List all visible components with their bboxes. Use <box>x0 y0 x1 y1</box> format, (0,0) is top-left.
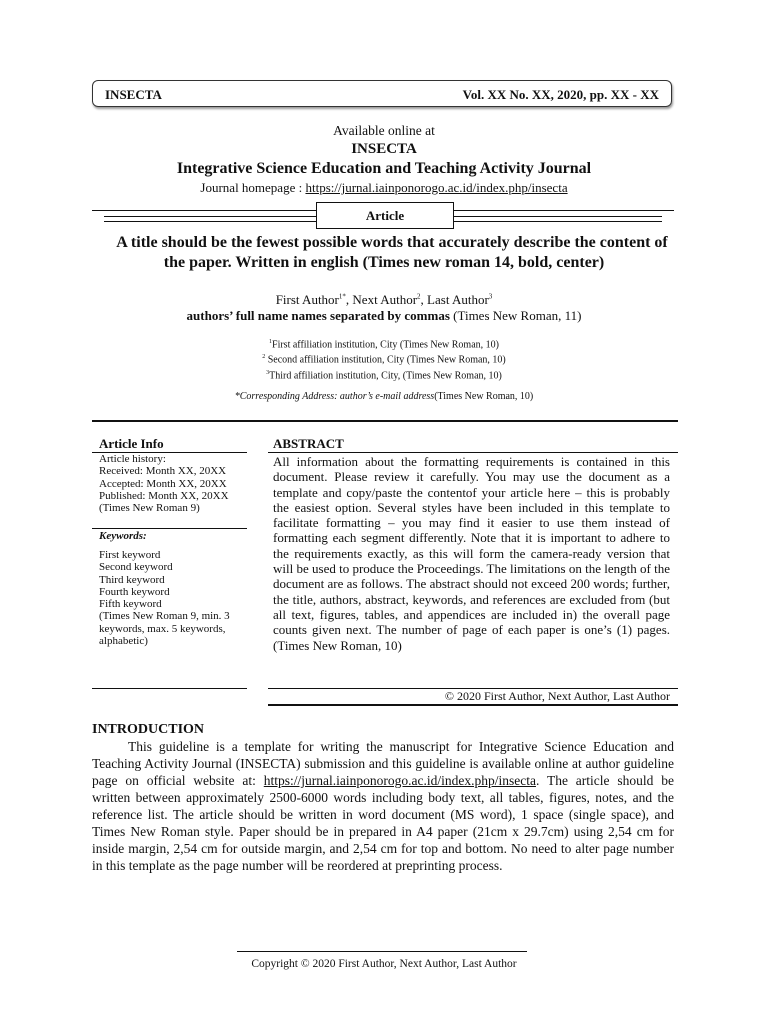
article-type-label: Article <box>316 202 454 229</box>
affiliations <box>0 336 768 382</box>
info-rule <box>92 688 247 689</box>
abstract-copyright: © 2020 First Author, Next Author, Last Author <box>444 689 670 703</box>
homepage-link[interactable]: https://jurnal.iainponorogo.ac.id/index.php/insecta <box>305 180 568 195</box>
author-note-rest: (Times New Roman, 11) <box>449 308 582 323</box>
journal-homepage <box>0 180 768 196</box>
journal-full-name: Integrative Science Education and Teaching Activity Journal <box>176 160 592 177</box>
footer-copyright: Copyright © 2020 First Author, Next Author, Last Author <box>251 958 517 970</box>
introduction-paragraph <box>92 738 674 874</box>
footer-rule <box>237 951 527 952</box>
abstract-rule <box>268 452 678 453</box>
author-list <box>0 292 768 308</box>
available-online: Available online at <box>333 123 435 138</box>
header-volume: Vol. XX No. XX, 2020, pp. XX - XX <box>462 87 659 102</box>
abstract-heading: ABSTRACT <box>273 436 344 451</box>
corresponding-italic: *Corresponding Address: author’s e-mail address <box>234 391 435 402</box>
history-note: (Times New Roman 9) <box>99 502 200 515</box>
author-1-sup: 1* <box>338 292 346 301</box>
journal-name: INSECTA <box>351 141 417 157</box>
history-accepted: Accepted: Month XX, 20XX <box>99 477 227 490</box>
paper-title <box>92 233 676 273</box>
author-note <box>0 308 768 324</box>
running-header <box>92 80 672 107</box>
author-2-sup: 2 <box>417 292 421 301</box>
author-3-sup: 3 <box>488 292 493 301</box>
author-2: , Next Author <box>345 292 418 307</box>
author-1: First Author <box>275 292 339 307</box>
abstract-rule <box>268 704 678 706</box>
intro-text-1: This guideline is a template for writing the manuscript for Integrative Science Education and Teaching Activity Journal (INSECTA) submission and this guideline is available online at author guideline page on official website at: <box>92 739 674 788</box>
affiliation-3: $^3$Third affiliation institution, City, (Times New Roman, 10) <box>266 369 502 381</box>
author-note-bold: authors’ full name names separated by commas <box>186 308 450 323</box>
keyword-note: (Times New Roman 9, min. 3 keywords, max. 5 keywords, alphabetic) <box>99 610 230 648</box>
keywords-list <box>99 549 247 647</box>
history-published: Published: Month XX, 20XX <box>99 489 229 502</box>
keyword-item: Second keyword <box>99 561 173 574</box>
abstract-text: All information about the formatting requirements is contained in this document. Please review it carefully. You may use the document as a template and copy/paste the contentof your article here – this is probably the easiest option. Several styles have been included in this template to facilitate formatting – you may find it easier to use them instead of formatting each segment differently. Note that it is important to adhere to the requirements exactly, as this will form the camera-ready version that will be used to produce the Proceedings. The limitations on the length of the document are as follows. The abstract should not exceed 200 words; further, the title, authors, abstract, keywords, and references are excluded from (but all text, figures, tables, and appendices are included in) the overall page counts given next. The number of page of each paper is one’s (1) pages. (Times New Roman, 10) <box>273 454 670 653</box>
corresponding-rest: (Times New Roman, 10) <box>434 391 534 402</box>
homepage-label: Journal homepage : <box>200 180 306 195</box>
intro-link[interactable]: https://jurnal.iainponorogo.ac.id/index.php/insecta <box>263 773 536 788</box>
history-received: Received: Month XX, 20XX <box>99 465 227 478</box>
header-journal: INSECTA <box>105 87 162 102</box>
affiliation-2: $^2$ Second affiliation institution, City (Times New Roman, 10) <box>262 354 506 366</box>
keyword-item: Fourth keyword <box>99 585 170 598</box>
article-info-heading: Article Info <box>99 436 164 451</box>
affiliation-1: $^1$First affiliation institution, City (Times New Roman, 10) <box>269 339 499 351</box>
corresponding-address <box>0 391 768 402</box>
introduction-heading: INTRODUCTION <box>92 722 205 737</box>
history-label: Article history: <box>99 453 166 465</box>
section-rule <box>92 420 678 422</box>
author-3: , Last Author <box>420 292 489 307</box>
keyword-item: Fifth keyword <box>99 598 162 611</box>
info-rule <box>92 528 247 529</box>
intro-text-2: . The article should be written between approximately 2500-6000 words including body text, all tables, figures, notes, and the reference list. The article should be written in word document (MS word), 1 space (single space), and Times New Roman style. Paper should be in prepared in A4 paper (21cm x 29.7cm) using 2,54 cm for inside margin, 2,54 cm for outside margin, and 2,54 cm for top and bottom. No need to alter page number in this template as the page number will be reordered at preprinting process. <box>92 773 675 873</box>
keyword-item: Third keyword <box>99 573 165 586</box>
article-history <box>99 453 247 514</box>
keywords-heading: Keywords: <box>99 530 147 542</box>
keyword-item: First keyword <box>99 549 161 561</box>
paper-title-text: A title should be the fewest possible words that accurately describe the content of the paper. Written in english (Times new roman 14, bold, center) <box>116 234 668 271</box>
